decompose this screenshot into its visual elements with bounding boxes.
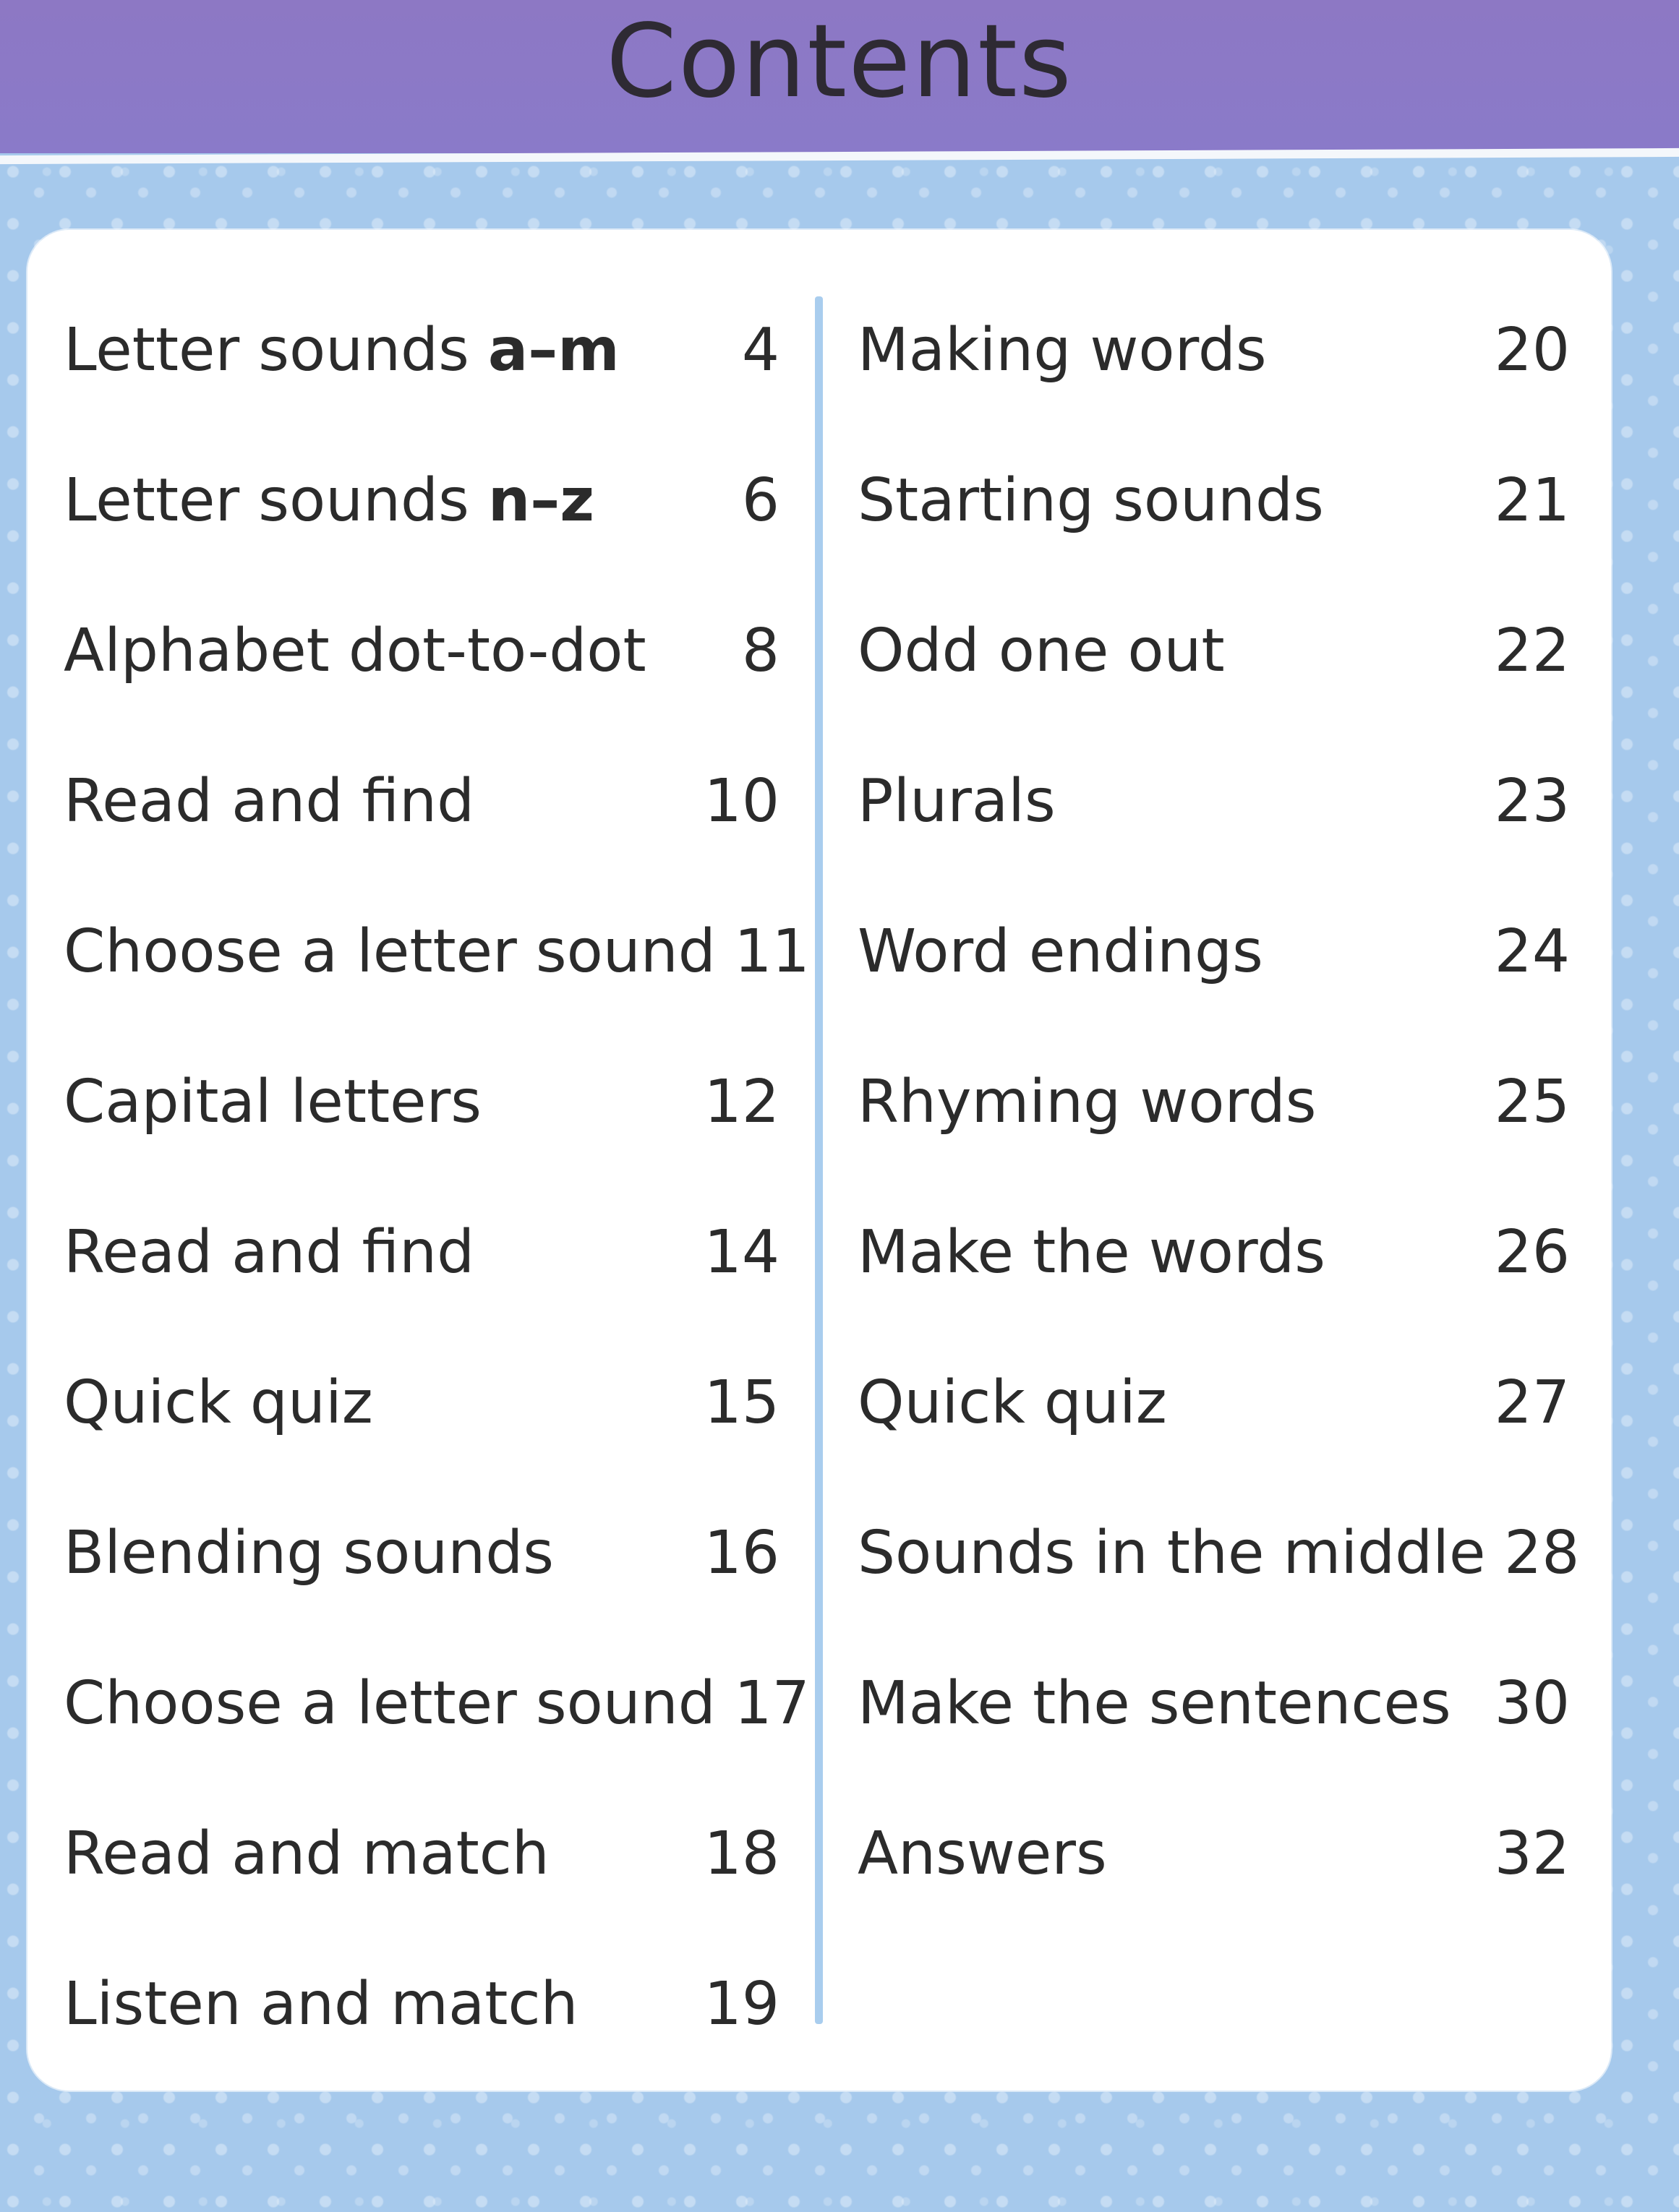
entry-page-number: 24 [1494, 917, 1570, 986]
entry-page-number: 15 [704, 1368, 779, 1437]
contents-column-left [64, 275, 810, 2039]
contents-entry[interactable] [64, 575, 779, 726]
entry-page-number: 30 [1494, 1668, 1570, 1738]
entry-title-text: Choose a letter sound [64, 917, 716, 986]
entry-title [64, 1368, 373, 1437]
contents-entry[interactable] [64, 1026, 779, 1177]
entry-title [64, 1669, 716, 1738]
entry-title-text: Rhyming words [858, 1067, 1317, 1136]
contents-entry[interactable] [64, 1929, 779, 2079]
entry-title [858, 767, 1056, 836]
contents-column-right [858, 275, 1580, 2039]
contents-entry[interactable] [858, 275, 1570, 425]
entry-title-text: Choose a letter sound [64, 1668, 716, 1738]
entry-page-number: 4 [741, 315, 779, 385]
entry-title [64, 617, 646, 685]
entry-page-number: 19 [704, 1969, 779, 2039]
entry-title [858, 1068, 1317, 1136]
entry-page-number: 11 [734, 917, 810, 986]
entry-title-text: Make the sentences [858, 1668, 1451, 1738]
entry-page-number: 32 [1494, 1819, 1570, 1888]
entry-page-number: 28 [1504, 1518, 1580, 1587]
entry-title-bold: a–m [487, 315, 620, 385]
entry-title-text: Capital letters [64, 1067, 482, 1136]
contents-entry[interactable] [858, 1026, 1570, 1177]
contents-entry[interactable] [858, 1327, 1570, 1478]
entry-title [64, 466, 594, 535]
entry-page-number: 27 [1494, 1368, 1570, 1437]
entry-title [64, 1819, 550, 1888]
entry-title-bold: n–z [487, 466, 595, 535]
contents-entry[interactable] [64, 1177, 779, 1327]
entry-page-number: 26 [1494, 1217, 1570, 1287]
entry-title [858, 617, 1225, 685]
contents-entry[interactable] [858, 876, 1570, 1026]
entry-page-number: 22 [1494, 616, 1570, 685]
entry-page-number: 18 [704, 1819, 779, 1888]
entry-title [858, 1669, 1451, 1738]
contents-entry[interactable] [858, 726, 1570, 876]
header-banner [0, 0, 1679, 153]
entry-page-number: 25 [1494, 1067, 1570, 1136]
entry-page-number: 8 [741, 616, 779, 685]
entry-title-text: Make the words [858, 1217, 1325, 1287]
entry-title [858, 1218, 1325, 1287]
entry-title-text: Starting sounds [858, 466, 1324, 535]
entry-page-number: 17 [734, 1668, 810, 1738]
entry-title-text: Letter sounds [64, 466, 488, 535]
entry-title [64, 917, 716, 986]
entry-page-number: 6 [741, 466, 779, 535]
entry-title-text: Blending sounds [64, 1518, 554, 1587]
entry-title [64, 1519, 554, 1587]
contents-entry[interactable] [858, 425, 1570, 575]
contents-entry[interactable] [858, 1478, 1580, 1628]
contents-entry[interactable] [64, 1478, 779, 1628]
entry-page-number: 21 [1494, 466, 1570, 535]
entry-title [858, 466, 1324, 535]
contents-entry[interactable] [858, 1177, 1570, 1327]
entry-page-number: 23 [1494, 766, 1570, 836]
contents-entry[interactable] [858, 575, 1570, 726]
entry-page-number: 14 [704, 1217, 779, 1287]
entry-title-text: Read and find [64, 1217, 475, 1287]
entry-title-text: Quick quiz [64, 1368, 373, 1437]
entry-title [858, 1368, 1167, 1437]
entry-title-text: Answers [858, 1819, 1107, 1888]
entry-title-text: Letter sounds [64, 315, 488, 385]
column-divider [815, 296, 823, 2024]
entry-title [858, 917, 1263, 986]
entry-title [64, 316, 620, 385]
entry-title [64, 1218, 474, 1287]
entry-title [64, 1970, 578, 2039]
entry-title-text: Listen and match [64, 1969, 578, 2039]
contents-entry[interactable] [64, 876, 810, 1026]
entry-title-text: Plurals [858, 766, 1056, 836]
entry-title [64, 1068, 482, 1136]
contents-entry[interactable] [858, 1778, 1570, 1929]
entry-title-text: Making words [858, 315, 1267, 385]
entry-page-number: 10 [704, 766, 779, 836]
contents-entry[interactable] [64, 275, 779, 425]
entry-title-text: Odd one out [858, 616, 1225, 685]
entry-page-number: 16 [704, 1518, 779, 1587]
entry-title-text: Read and match [64, 1819, 550, 1888]
entry-title [64, 767, 474, 836]
contents-entry[interactable] [64, 1327, 779, 1478]
entry-title-text: Alphabet dot-to-dot [64, 616, 646, 685]
entry-title [858, 1819, 1107, 1888]
entry-title-text: Read and find [64, 766, 475, 836]
entry-title-text: Word endings [858, 917, 1263, 986]
contents-entry[interactable] [64, 1778, 779, 1929]
entry-page-number: 20 [1494, 315, 1570, 385]
contents-entry[interactable] [64, 1628, 810, 1778]
page-title: Contents [606, 3, 1073, 121]
entry-title-text: Sounds in the middle [858, 1518, 1486, 1587]
entry-title-text: Quick quiz [858, 1368, 1167, 1437]
entry-page-number: 12 [704, 1067, 779, 1136]
entry-title [858, 1519, 1485, 1587]
contents-entry[interactable] [858, 1628, 1570, 1778]
contents-entry[interactable] [64, 425, 779, 575]
entry-title [858, 316, 1267, 385]
contents-entry[interactable] [64, 726, 779, 876]
